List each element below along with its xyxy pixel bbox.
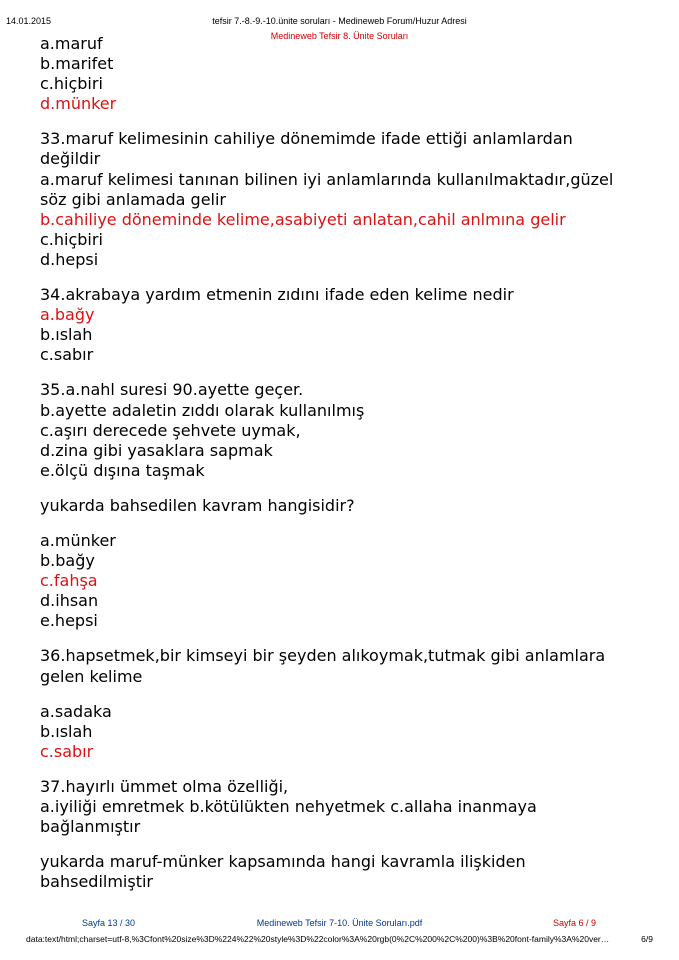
- text-line: söz gibi anlamada gelir: [40, 189, 226, 209]
- text-line: yukarda bahsedilen kavram hangisidir?: [40, 495, 355, 515]
- block-gap: [40, 114, 640, 129]
- question-block: [40, 380, 640, 480]
- text-line: a.münker: [40, 530, 116, 550]
- text-line: bahsedilmiştir: [40, 872, 153, 892]
- text-line: b.bağy: [40, 551, 95, 571]
- footer-print-page: 6/9: [641, 934, 653, 944]
- text-line: yukarda maruf-münker kapsamında hangi kavramla ilişkiden: [40, 852, 526, 872]
- correct-answer-line: b.cahiliye döneminde kelime,asabiyeti anlatan,cahil anlmına gelir: [40, 209, 566, 229]
- correct-answer-line: d.münker: [40, 94, 117, 114]
- document-subtitle: Medineweb Tefsir 8. Ünite Soruları: [270, 31, 409, 41]
- block-gap: [40, 631, 640, 646]
- footer-filename[interactable]: Medineweb Tefsir 7-10. Ünite Soruları.pdf: [256, 918, 423, 928]
- text-line: d.hepsi: [40, 249, 99, 269]
- footer-url: data:text/html;charset=utf-8,%3Cfont%20size%3D%224%22%20style%3D%22color%3A%20rgb(0%2C%200%2C%200)%3B%20font-family%3A%20ver…: [26, 934, 610, 944]
- block-gap: [40, 270, 640, 285]
- question-block: [40, 852, 640, 892]
- text-line: c.aşırı derecede şehvete uymak,: [40, 420, 301, 440]
- block-gap: [40, 687, 640, 702]
- question-block: [40, 531, 640, 631]
- text-line: c.hiçbiri: [40, 229, 103, 249]
- question-block: [40, 129, 640, 270]
- text-line: a.maruf: [40, 34, 103, 53]
- text-line: b.ayette adaletin zıddı olarak kullanılmış: [40, 400, 365, 420]
- text-line: e.ölçü dışına taşmak: [40, 460, 205, 480]
- question-block: [40, 777, 640, 837]
- correct-answer-line: c.sabır: [40, 741, 94, 761]
- text-line: 35.a.nahl suresi 90.ayette geçer.: [40, 380, 304, 400]
- text-line: d.zina gibi yasaklara sapmak: [40, 440, 273, 460]
- footer-page-indicator: Sayfa 6 / 9: [553, 918, 597, 928]
- text-line: a.maruf kelimesi tanınan bilinen iyi anlamlarında kullanılmaktadır,güzel: [40, 169, 614, 189]
- block-gap: [40, 365, 640, 380]
- block-gap: [40, 481, 640, 496]
- page-title: tefsir 7.-8.-9.-10.ünite soruları - Medineweb Forum/Huzur Adresi: [212, 16, 467, 26]
- text-line: a.sadaka: [40, 701, 112, 721]
- question-block: [40, 646, 640, 686]
- text-line: d.ihsan: [40, 591, 99, 611]
- question-block: [40, 496, 640, 516]
- text-line: 33.maruf kelimesinin cahiliye dönemimde ifade ettiği anlamlardan: [40, 129, 573, 149]
- correct-answer-line: c.fahşa: [40, 571, 98, 591]
- footer-page-count: Sayfa 13 / 30: [82, 918, 136, 928]
- text-line: bağlanmıştır: [40, 817, 141, 837]
- text-line: b.ıslah: [40, 721, 93, 741]
- question-block: [40, 285, 640, 365]
- print-date: 14.01.2015: [6, 16, 52, 26]
- text-line: gelen kelime: [40, 666, 143, 686]
- text-line: c.hiçbiri: [40, 74, 103, 94]
- text-line: 36.hapsetmek,bir kimseyi bir şeyden alıkoymak,tutmak gibi anlamlara: [40, 646, 606, 666]
- question-content: [40, 34, 640, 892]
- text-line: e.hepsi: [40, 611, 98, 631]
- block-gap: [40, 837, 640, 852]
- block-gap: [40, 516, 640, 531]
- text-line: değildir: [40, 149, 101, 169]
- correct-answer-line: a.bağy: [40, 305, 95, 325]
- text-line: a.iyiliği emretmek b.kötülükten nehyetmek c.allaha inanmaya: [40, 797, 537, 816]
- text-line: 37.hayırlı ümmet olma özelliği,: [40, 776, 289, 796]
- block-gap: [40, 762, 640, 777]
- question-block: [40, 34, 640, 114]
- question-block: [40, 702, 640, 762]
- text-line: b.marifet: [40, 54, 114, 74]
- text-line: c.sabır: [40, 345, 94, 365]
- text-line: b.ıslah: [40, 325, 93, 345]
- text-line: 34.akrabaya yardım etmenin zıdını ifade eden kelime nedir: [40, 285, 514, 305]
